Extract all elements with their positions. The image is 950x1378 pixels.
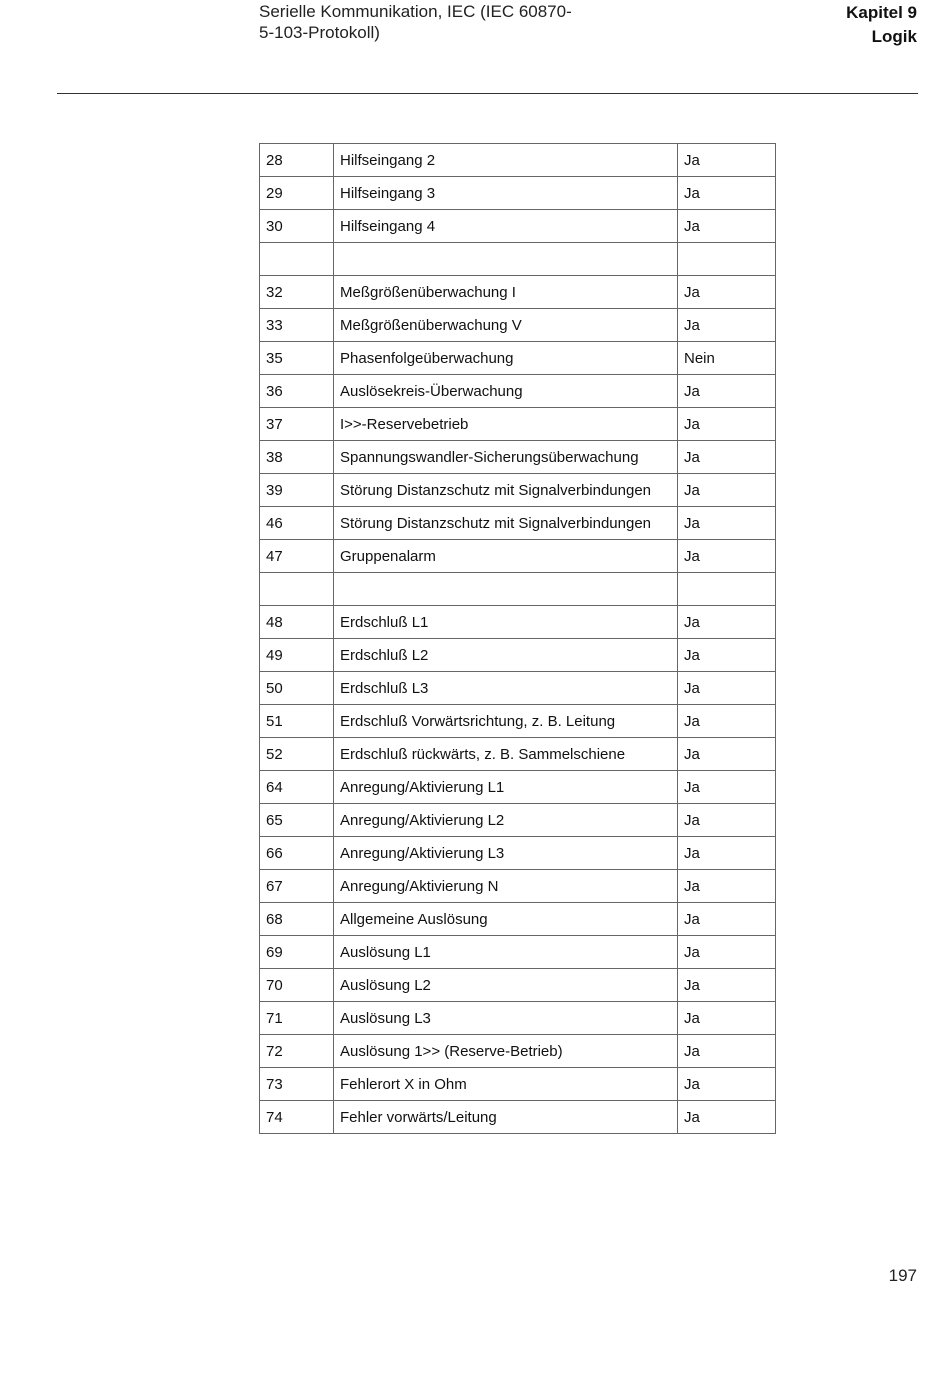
signal-value-cell: Ja [678, 771, 776, 804]
table-row [260, 309, 776, 342]
signal-description-cell: Anregung/Aktivierung L2 [334, 804, 678, 837]
signal-value-cell: Ja [678, 1101, 776, 1134]
table-row [260, 441, 776, 474]
signal-value-cell: Ja [678, 936, 776, 969]
signal-number-cell: 46 [260, 507, 334, 540]
signal-value-cell: Ja [678, 672, 776, 705]
table-row [260, 804, 776, 837]
signal-value-cell: Ja [678, 606, 776, 639]
table-row [260, 936, 776, 969]
signal-value-cell [678, 243, 776, 276]
signal-value-cell: Ja [678, 309, 776, 342]
signal-number-cell: 37 [260, 408, 334, 441]
signal-number-cell: 64 [260, 771, 334, 804]
signal-description-cell: Erdschluß Vorwärtsrichtung, z. B. Leitung [334, 705, 678, 738]
signal-number-cell: 71 [260, 1002, 334, 1035]
signal-value-cell: Ja [678, 408, 776, 441]
signal-number-cell: 66 [260, 837, 334, 870]
signal-value-cell: Ja [678, 507, 776, 540]
signal-value-cell: Ja [678, 1035, 776, 1068]
signal-value-cell: Ja [678, 870, 776, 903]
header-title-line-1: Serielle Kommunikation, IEC (IEC 60870- [259, 2, 572, 21]
signal-value-cell: Ja [678, 969, 776, 1002]
table-row [260, 243, 776, 276]
signal-table-body [260, 144, 776, 1134]
signal-description-cell: Erdschluß rückwärts, z. B. Sammelschiene [334, 738, 678, 771]
signal-value-cell: Ja [678, 375, 776, 408]
signal-description-cell: Spannungswandler-Sicherungsüberwachung [334, 441, 678, 474]
signal-description-cell: Meßgrößenüberwachung I [334, 276, 678, 309]
table-row [260, 903, 776, 936]
signal-description-cell: Gruppenalarm [334, 540, 678, 573]
table-row [260, 771, 776, 804]
signal-description-cell: Anregung/Aktivierung L3 [334, 837, 678, 870]
signal-number-cell [260, 573, 334, 606]
signal-description-cell: I>>-Reservebetrieb [334, 408, 678, 441]
signal-value-cell: Ja [678, 474, 776, 507]
signal-number-cell: 49 [260, 639, 334, 672]
signal-description-cell: Meßgrößenüberwachung V [334, 309, 678, 342]
signal-description-cell [334, 573, 678, 606]
signal-description-cell: Anregung/Aktivierung N [334, 870, 678, 903]
signal-value-cell: Ja [678, 276, 776, 309]
signal-number-cell: 65 [260, 804, 334, 837]
table-row [260, 837, 776, 870]
signal-number-cell: 38 [260, 441, 334, 474]
signal-description-cell: Auslösung 1>> (Reserve-Betrieb) [334, 1035, 678, 1068]
signal-value-cell: Ja [678, 903, 776, 936]
section-label: Logik [871, 27, 917, 46]
signal-number-cell: 39 [260, 474, 334, 507]
signal-description-cell: Hilfseingang 3 [334, 177, 678, 210]
page-number: 197 [888, 1266, 917, 1285]
signal-value-cell: Ja [678, 540, 776, 573]
signal-number-cell: 29 [260, 177, 334, 210]
chapter-label: Kapitel 9 [846, 3, 917, 22]
table-row [260, 177, 776, 210]
signal-number-cell: 68 [260, 903, 334, 936]
table-row [260, 375, 776, 408]
signal-number-cell: 36 [260, 375, 334, 408]
signal-number-cell: 69 [260, 936, 334, 969]
signal-value-cell: Nein [678, 342, 776, 375]
signal-value-cell: Ja [678, 144, 776, 177]
signal-description-cell: Erdschluß L1 [334, 606, 678, 639]
running-header-title [259, 1, 619, 43]
signal-description-cell: Anregung/Aktivierung L1 [334, 771, 678, 804]
signal-value-cell: Ja [678, 639, 776, 672]
signal-value-cell: Ja [678, 837, 776, 870]
table-row [260, 507, 776, 540]
signal-number-cell: 48 [260, 606, 334, 639]
table-row [260, 1101, 776, 1134]
signal-value-cell: Ja [678, 1068, 776, 1101]
table-row [260, 1002, 776, 1035]
signal-number-cell [260, 243, 334, 276]
signal-number-cell: 67 [260, 870, 334, 903]
signal-description-cell: Phasenfolgeüberwachung [334, 342, 678, 375]
table-row [260, 540, 776, 573]
signal-number-cell: 30 [260, 210, 334, 243]
table-row [260, 639, 776, 672]
signal-description-cell: Allgemeine Auslösung [334, 903, 678, 936]
signal-value-cell [678, 573, 776, 606]
table-row [260, 672, 776, 705]
signal-number-cell: 70 [260, 969, 334, 1002]
signal-description-cell: Hilfseingang 4 [334, 210, 678, 243]
signal-description-cell: Auslösekreis-Überwachung [334, 375, 678, 408]
signal-description-cell: Auslösung L1 [334, 936, 678, 969]
signal-description-cell: Störung Distanzschutz mit Signalverbindungen [334, 474, 678, 507]
table-row [260, 606, 776, 639]
running-header-chapter [846, 1, 917, 49]
table-row [260, 276, 776, 309]
signal-number-cell: 52 [260, 738, 334, 771]
signal-description-cell: Störung Distanzschutz mit Signalverbindungen [334, 507, 678, 540]
signal-number-cell: 72 [260, 1035, 334, 1068]
signal-value-cell: Ja [678, 738, 776, 771]
signal-value-cell: Ja [678, 177, 776, 210]
signal-description-cell: Erdschluß L2 [334, 639, 678, 672]
signal-value-cell: Ja [678, 1002, 776, 1035]
table-row [260, 870, 776, 903]
signal-description-cell: Hilfseingang 2 [334, 144, 678, 177]
header-divider [57, 93, 918, 94]
signal-value-cell: Ja [678, 705, 776, 738]
signal-description-cell: Fehler vorwärts/Leitung [334, 1101, 678, 1134]
table-row [260, 144, 776, 177]
signal-table [259, 143, 776, 1134]
table-row [260, 705, 776, 738]
table-row [260, 474, 776, 507]
signal-number-cell: 32 [260, 276, 334, 309]
signal-value-cell: Ja [678, 441, 776, 474]
signal-description-cell: Auslösung L2 [334, 969, 678, 1002]
signal-number-cell: 74 [260, 1101, 334, 1134]
signal-description-cell: Auslösung L3 [334, 1002, 678, 1035]
table-row [260, 408, 776, 441]
signal-number-cell: 73 [260, 1068, 334, 1101]
signal-number-cell: 51 [260, 705, 334, 738]
signal-number-cell: 28 [260, 144, 334, 177]
signal-description-cell: Fehlerort X in Ohm [334, 1068, 678, 1101]
signal-value-cell: Ja [678, 210, 776, 243]
signal-description-cell [334, 243, 678, 276]
table-row [260, 969, 776, 1002]
signal-number-cell: 50 [260, 672, 334, 705]
table-row [260, 342, 776, 375]
signal-number-cell: 35 [260, 342, 334, 375]
table-row [260, 573, 776, 606]
table-row [260, 738, 776, 771]
table-row [260, 210, 776, 243]
signal-number-cell: 47 [260, 540, 334, 573]
signal-number-cell: 33 [260, 309, 334, 342]
signal-description-cell: Erdschluß L3 [334, 672, 678, 705]
signal-value-cell: Ja [678, 804, 776, 837]
header-title-line-2: 5-103-Protokoll) [259, 23, 380, 42]
table-row [260, 1035, 776, 1068]
table-row [260, 1068, 776, 1101]
